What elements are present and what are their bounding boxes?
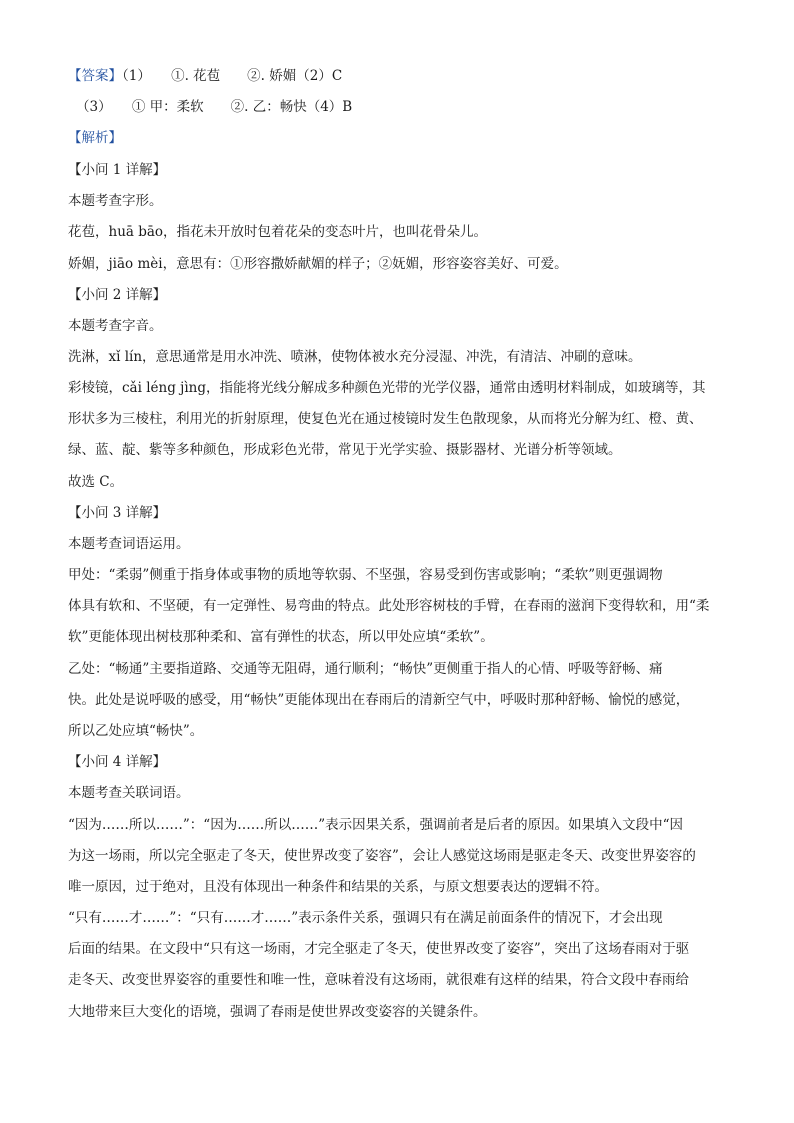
- q1-intro: 本题考查字形。: [68, 193, 163, 209]
- q2-paragraph-2-line-1: 彩棱镜，cǎi léng jìng，指能将光线分解成多种颜色光带的光学仪器，通常由透明材料制成，如玻璃等，其: [68, 380, 706, 396]
- q4-part-a-line-3: 唯一原因，过于绝对，且没有体现出一种条件和结果的关系，与原文想要表达的逻辑不符。: [68, 879, 608, 895]
- q2-paragraph-2-line-2: 形状多为三棱柱，利用光的折射原理，使复色光在通过棱镜时发生色散现象，从而将光分解为红、橙、黄、: [68, 411, 703, 427]
- q2-paragraph-2-line-3: 绿、蓝、靛、紫等多种颜色，形成彩色光带，常见于光学实验、摄影器材、光谱分析等领域。: [68, 442, 622, 458]
- q4-part-b-line-3: 走冬天、改变世界姿容的重要性和唯一性，意味着没有这场雨，就很难有这样的结果，符合文段中春雨给: [68, 972, 689, 988]
- q2-paragraph-1: 洗淋，xǐ lín，意思通常是用水冲洗、喷淋，使物体被水充分浸湿、冲洗，有清洁、冲刷的意味。: [68, 349, 642, 365]
- q4-intro: 本题考查关联词语。: [68, 785, 190, 801]
- analysis-tag: 【解析】: [68, 130, 122, 146]
- q2-conclusion: 故选 C。: [68, 474, 124, 490]
- q4-heading: 【小问 4 详解】: [68, 754, 167, 770]
- q4-part-b-line-2: 后面的结果。在文段中“只有这一场雨，才完全驱走了冬天，使世界改变了姿容”，突出了这场春雨对于驱: [68, 941, 690, 957]
- q4-part-b-line-1: “只有……才……”：“只有……才……”表示条件关系，强调只有在满足前面条件的情况下，才会出现: [68, 910, 663, 926]
- q3-intro: 本题考查词语运用。: [68, 536, 190, 552]
- answer-tag: 【答案】: [68, 68, 122, 84]
- q4-part-a-line-2: 为这一场雨，所以完全驱走了冬天，使世界改变了姿容”，会让人感觉这场雨是驱走冬天、改变世界姿容的: [68, 848, 696, 864]
- q3-part-b-line-2: 快。此处是说呼吸的感受，用“畅快”更能体现出在春雨后的清新空气中，呼吸时那种舒畅、愉悦的感觉，: [68, 692, 690, 708]
- q3-heading: 【小问 3 详解】: [68, 505, 167, 521]
- answer-line-1: [68, 66, 740, 86]
- q2-heading: 【小问 2 详解】: [68, 287, 167, 303]
- q3-part-b-line-1: 乙处：“畅通”主要指道路、交通等无阻碍，通行顺利；“畅快”更侧重于指人的心情、呼吸等舒畅、痛: [68, 661, 663, 677]
- q1-paragraph-1: 花苞，huā bāo，指花未开放时包着花朵的变态叶片，也叫花骨朵儿。: [68, 224, 488, 240]
- q3-part-b-line-3: 所以乙处应填“畅快”。: [68, 723, 204, 739]
- answer-line-1-text: （1） ①. 花苞 ②. 娇媚（2）C: [122, 68, 343, 84]
- q1-heading: 【小问 1 详解】: [68, 162, 167, 178]
- q2-intro: 本题考查字音。: [68, 318, 163, 334]
- q4-part-b-line-4: 大地带来巨大变化的语境，强调了春雨是使世界改变姿容的关键条件。: [68, 1004, 487, 1020]
- q3-part-a-line-3: 软”更能体现出树枝那种柔和、富有弹性的状态，所以甲处应填“柔软”。: [68, 629, 494, 645]
- answer-line-2: （3） ① 甲：柔软 ②. 乙：畅快（4）B: [76, 99, 353, 115]
- q1-paragraph-2: 娇媚，jiāo mèi，意思有：①形容撒娇献媚的样子；②妩媚，形容姿容美好、可爱。: [68, 256, 568, 272]
- q3-part-a-line-1: 甲处：“柔弱”侧重于指身体或事物的质地等软弱、不坚强，容易受到伤害或影响；“柔软”则更强调物: [68, 567, 663, 583]
- q3-part-a-line-2: 体具有软和、不坚硬，有一定弹性、易弯曲的特点。此处形容树枝的手臂，在春雨的滋润下变得软和，用“柔: [68, 598, 710, 614]
- q4-part-a-line-1: “因为……所以……”：“因为……所以……”表示因果关系，强调前者是后者的原因。如果填入文段中“因: [68, 817, 684, 833]
